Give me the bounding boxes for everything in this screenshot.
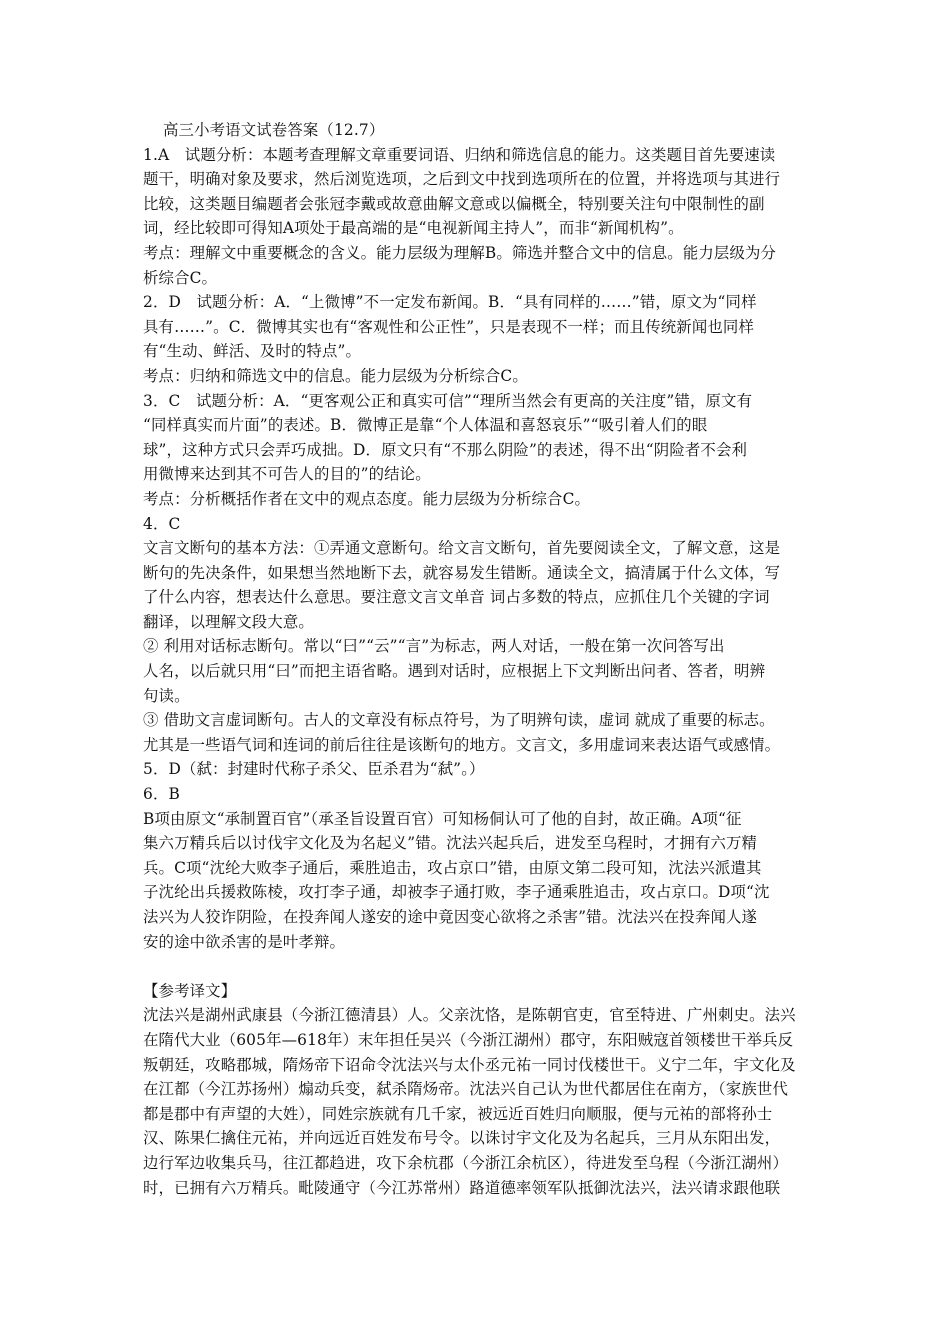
text-line: 【参考译文】 [143, 981, 237, 1000]
text-line: 汉、陈果仁擒住元祐，并向远近百姓发布号令。以诛讨宇文化及为名起兵，三月从东阳出发， [143, 1129, 781, 1148]
text-line: 用微博来达到其不可告人的目的”的结论。 [143, 465, 431, 484]
text-line: 词，经比较即可得知A项处于最高端的是“电视新闻主持人”，而非“新闻机构”。 [143, 219, 684, 238]
text-line: 了什么内容，想表达什么意思。要注意文言文单音 词占多数的特点，应抓住几个关键的字词 [143, 588, 770, 607]
document-title: 高三小考语文试卷答案（12.7） [163, 121, 385, 139]
text-line: 考点：归纳和筛选文中的信息。能力层级为分析综合C。 [143, 366, 528, 385]
text-line: 边行军边收集兵马，往江都趋进，攻下余杭郡（今浙江余杭区），待进发至乌程（今浙江湖州） [143, 1153, 789, 1172]
text-line: 在江都（今江苏扬州）煽动兵变，弑杀隋炀帝。沈法兴自己认为世代都居住在南方，（家族世代 [143, 1080, 789, 1099]
text-line: 析综合C。 [143, 268, 218, 287]
text-line: 考点：分析概括作者在文中的观点态度。能力层级为分析综合C。 [143, 489, 591, 508]
text-line: 在隋代大业（605年—618年）末年担任吴兴（今浙江湖州）郡守，东阳贼寇首领楼世干举兵反 [143, 1030, 794, 1049]
document-body [143, 143, 810, 1201]
text-line: 考点：理解文中重要概念的含义。能力层级为理解B。筛选并整合文中的信息。能力层级为分 [143, 243, 777, 262]
text-line: 4．C [143, 514, 181, 533]
text-line: 人名，以后就只用“曰”而把主语省略。遇到对话时，应根据上下文判断出问者、答者，明辨 [143, 662, 766, 681]
text-line: ③ 借助文言虚词断句。古人的文章没有标点符号，为了明辨句读，虚词 就成了重要的标志。 [143, 711, 775, 730]
text-line: 比较，这类题目编题者会张冠李戴或故意曲解文意或以偏概全，特别要关注句中限制性的副 [143, 194, 765, 213]
text-line: 断句的先决条件，如果想当然地断下去，就容易发生错断。通读全文，搞清属于什么文体，写 [143, 563, 781, 582]
text-line: 子沈纶出兵援救陈棱，攻打李子通，却被李子通打败，李子通乘胜追击，攻占京口。D项“沈 [143, 883, 770, 902]
text-line: 2．D 试题分析：A．“上微博”不一定发布新闻。B．“具有同样的……”错，原文为“同样 [143, 293, 757, 312]
text-line: 都是郡中有声望的大姓），同姓宗族就有几千家，被远近百姓归向顺服，便与元祐的部将孙士 [143, 1104, 773, 1123]
text-line: 兵。C项“沈纶大败李子通后，乘胜追击，攻占京口”错，由原文第二段可知，沈法兴派遣其 [143, 858, 762, 877]
text-line: ② 利用对话标志断句。常以“曰”“云”“言”为标志，两人对话，一般在第一次问答写出 [143, 637, 725, 656]
text-line: 有“生动、鲜活、及时的特点”。 [143, 342, 362, 361]
text-line: 时，已拥有六万精兵。毗陵通守（今江苏常州）路道德率领军队抵御沈法兴，法兴请求跟他联 [143, 1178, 781, 1197]
text-line: B项由原文“承制置百官”（承圣旨设置百官）可知杨侗认可了他的自封，故正确。A项“征 [143, 809, 742, 828]
text-line: 3．C 试题分析：A．“更客观公正和真实可信”“理所当然会有更高的关注度”错，原文有 [143, 391, 753, 410]
text-line: 翻译，以理解文段大意。 [143, 612, 314, 631]
text-line: 文言文断句的基本方法：①弄通文意断句。给文言文断句，首先要阅读全文，了解文意，这是 [143, 539, 781, 558]
text-line: 1.A 试题分析：本题考查理解文章重要词语、归纳和筛选信息的能力。这类题目首先要速读 [143, 145, 776, 164]
text-line: 沈法兴是湖州武康县（今浙江德清县）人。父亲沈恪，是陈朝官吏，官至特进、广州刺史。法兴 [143, 1006, 796, 1025]
text-line: 具有……”。C．微博其实也有“客观性和公正性”，只是表现不一样；而且传统新闻也同样 [143, 317, 754, 336]
text-line: 5．D（弑：封建时代称子杀父、臣杀君为“弑”。） [143, 760, 485, 779]
text-line: 球”，这种方式只会弄巧成拙。D．原文只有“不那么阴险”的表述，得不出“阴险者不会利 [143, 440, 748, 459]
text-line: 叛朝廷，攻略郡城，隋炀帝下诏命令沈法兴与太仆丞元祐一同讨伐楼世干。义宁二年，宇文化及 [143, 1055, 796, 1074]
text-line: 集六万精兵后以讨伐宇文化及为名起义”错。沈法兴起兵后，进发至乌程时，才拥有六万精 [143, 834, 758, 853]
text-line: 安的途中欲杀害的是叶孝辩。 [143, 932, 346, 951]
text-line: 法兴为人狡诈阴险，在投奔闻人遂安的途中竟因变心欲将之杀害”错。沈法兴在投奔闻人遂 [143, 908, 758, 926]
blank-line [143, 954, 810, 979]
text-line: 句读。 [143, 686, 190, 705]
text-line: 尤其是一些语气词和连词的前后往往是该断句的地方。文言文，多用虚词来表达语气或感情。 [143, 735, 781, 754]
text-line: 6．B [143, 785, 180, 804]
text-line: “同样真实而片面”的表述。B．微博正是靠“个人体温和喜怒哀乐”“吸引着人们的眼 [143, 416, 708, 435]
text-line: 题干，明确对象及要求，然后浏览选项，之后到文中找到选项所在的位置，并将选项与其进行 [143, 170, 781, 189]
